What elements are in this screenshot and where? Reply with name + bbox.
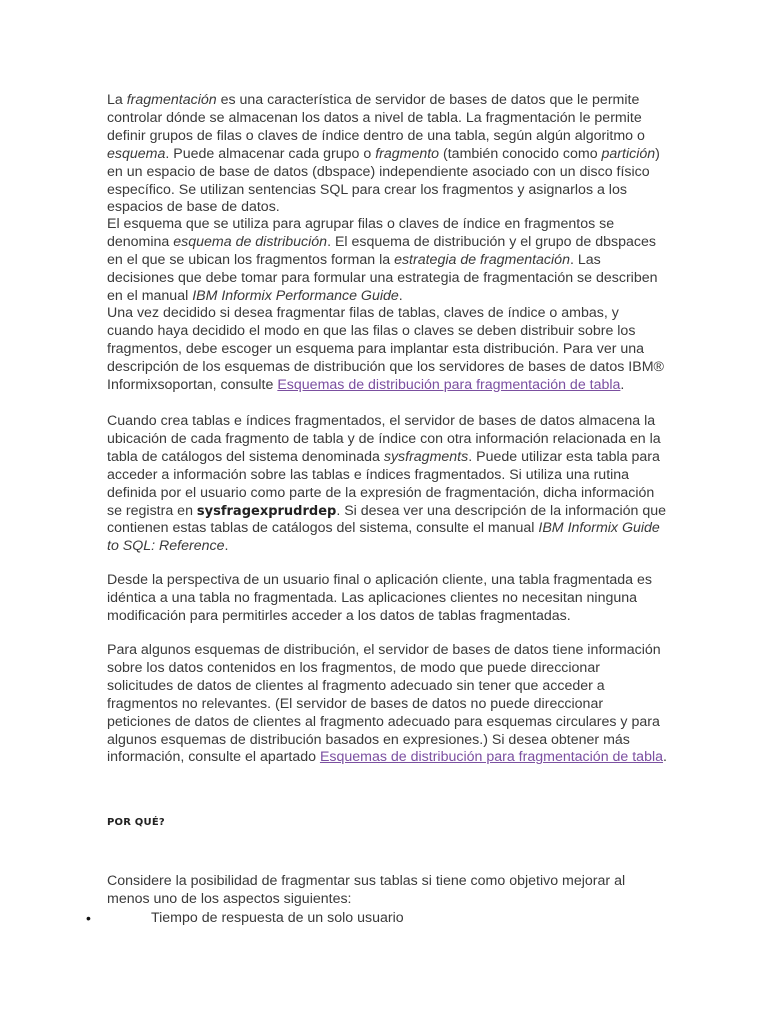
list-item-text: Tiempo de respuesta de un solo usuario — [151, 910, 404, 926]
term-particion: partición — [601, 145, 656, 162]
text: . — [398, 287, 403, 304]
section-heading-por-que: POR QUÉ? — [107, 817, 165, 828]
text: . El esquema de distribución y el grupo de dbspaces en el que se ubican los fragmentos forman la — [107, 233, 656, 268]
manual-title-performance-guide: IBM Informix Performance Guide — [192, 287, 399, 304]
text: La — [107, 92, 127, 108]
text: Considere la posibilidad de fragmentar sus tablas si tiene como objetivo mejorar al menos uno de los aspectos siguientes: — [107, 873, 626, 907]
text: Cuando crea tablas e índices fragmentados, el servidor de bases de datos almacena la ubicación de cada fragmento de tabla y de índice con otra información relacionada en la tabla de catálogos del sistema denominada — [107, 413, 661, 465]
paragraph-sysfragments — [107, 413, 667, 556]
text: . Si desea ver una descripción de la información que contienen estas tablas de catálogos del sistema, consulte el manual — [107, 502, 666, 537]
text: . Puede utilizar esta tabla para acceder a información sobre las tablas e índices fragmentados. Si utiliza una rutina definida por el usuario como parte de la expresión de fragmentación, dicha información se registra en — [107, 448, 660, 519]
text: Una vez decidido si desea fragmentar filas de tablas, claves de índice o ambas, y cuando haya decidido el modo en que las filas o claves se deben distribuir sobre los fragmentos, debe escoger un esquema para implantar esta distribución. Para ver una descripción de los esquemas de distribución que los servidores de bases de datos IBM® Informixsoportan, consulte — [107, 305, 664, 393]
text: ) en un espacio de base de datos (dbspace) independiente asociado con un disco físico específico. Se utilizan sentencias SQL para crear los fragmentos y asignarlos a los espacios de base de datos. — [107, 145, 660, 216]
text: . — [224, 538, 229, 555]
text: El esquema que se utiliza para agrupar filas o claves de índice en fragmentos se denomina — [107, 216, 615, 250]
term-esquema: esquema — [107, 145, 166, 162]
text: . — [620, 376, 625, 393]
term-esquema-de-distribucion: esquema de distribución — [173, 233, 328, 250]
paragraph-considere — [107, 873, 667, 909]
link-esquemas-de-distribucion-2[interactable]: Esquemas de distribución para fragmentación de tabla — [319, 749, 664, 766]
text: . — [663, 749, 667, 766]
term-sysfragments: sysfragments — [383, 448, 469, 465]
term-fragmento: fragmento — [375, 145, 440, 162]
paragraph-perspectiva-usuario — [107, 572, 667, 626]
paragraph-escoger-esquema — [107, 305, 667, 395]
link-esquemas-de-distribucion[interactable]: Esquemas de distribución para fragmentación de tabla — [277, 376, 621, 393]
term-estrategia-de-fragmentacion: estrategia de fragmentación — [394, 251, 570, 268]
bullet-icon: • — [86, 910, 91, 926]
term-sysfragexprudrdep: sysfragexprudrdep — [196, 503, 337, 519]
manual-title-guide-to-sql: IBM Informix Guide to SQL: Reference — [107, 520, 660, 555]
text: Para algunos esquemas de distribución, el servidor de bases de datos tiene información sobre los datos contenidos en los fragmentos, de modo que puede direccionar solicitudes de datos de clientes al fragmento adecuado sin tener que acceder a fragmentos no relevantes. (El servidor de bases de datos no puede direccionar peticiones de datos de clientes al fragmento adecuado para esquemas circulares y para algunos esquemas de distribución basados en expresiones.) Si desea obtener más información, consulte el apartado — [107, 642, 661, 766]
text: Desde la perspectiva de un usuario final o aplicación cliente, una tabla fragmentada es idéntica a una tabla no fragmentada. Las aplicaciones clientes no necesitan ninguna modificación para permitirles acceder a los datos de tablas fragmentadas. — [107, 572, 652, 624]
paragraph-esquema-distribucion — [107, 216, 667, 306]
text: . Las decisiones que debe tomar para formular una estrategia de fragmentación se describen en el manual — [107, 251, 658, 304]
text: (también conocido como — [439, 145, 602, 162]
term-fragmentacion: fragmentación — [126, 92, 217, 108]
paragraph-fragmentacion-intro — [107, 92, 667, 217]
text: es una característica de servidor de bases de datos que le permite controlar dónde se almacenan los datos a nivel de tabla. La fragmentación le permite definir grupos de filas o claves de índice dentro de una tabla, según algún algoritmo o — [107, 92, 645, 144]
text: . Puede almacenar cada grupo o — [165, 145, 376, 162]
paragraph-direccionar-solicitudes — [107, 642, 667, 767]
